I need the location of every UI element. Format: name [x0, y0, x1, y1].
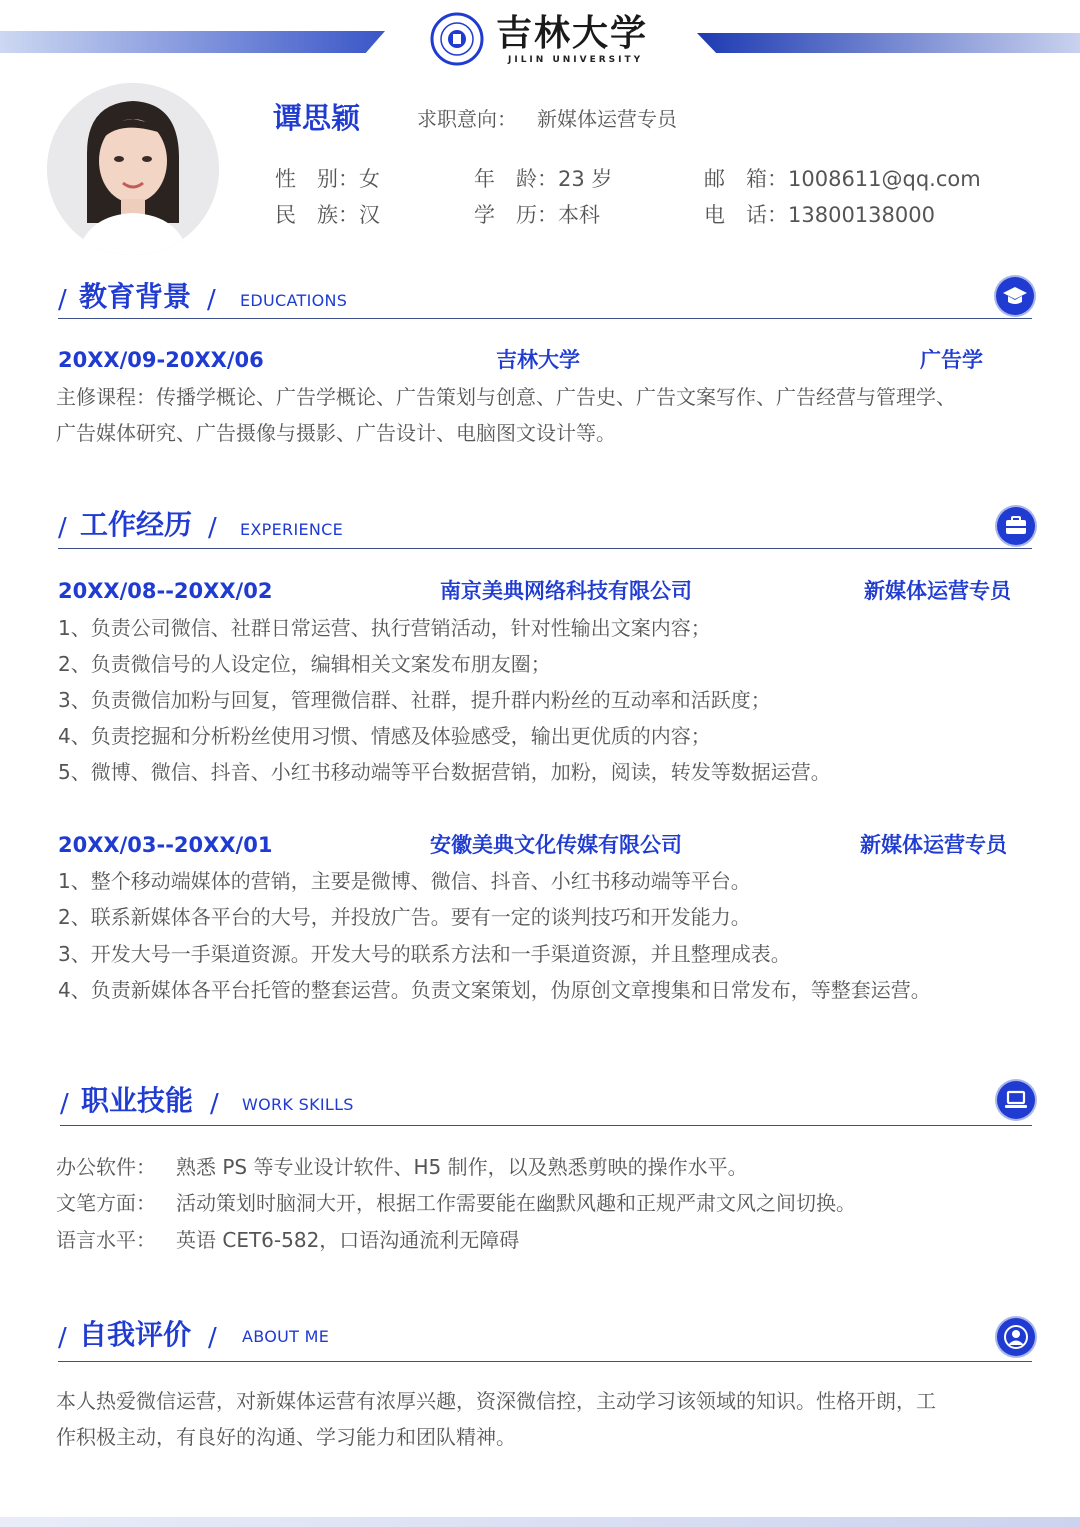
education-school: 吉林大学	[496, 348, 580, 372]
education-courses: 主修课程：传播学概论、广告学概论、广告策划与创意、广告史、广告文案写作、广告经营与管理学、	[56, 385, 956, 409]
job-2-company: 安徽美典文化传媒有限公司	[430, 833, 682, 857]
section-slash: /	[58, 513, 67, 543]
skills-section-title-en: WORK SKILLS	[242, 1095, 354, 1114]
job-intent-label: 求职意向：	[417, 107, 517, 131]
gender-field: 性 别：女	[275, 167, 380, 191]
section-slash: /	[58, 1323, 67, 1353]
header-band-left	[0, 31, 385, 53]
skill-label: 文笔方面：	[56, 1191, 156, 1215]
graduation-cap-icon	[996, 277, 1034, 315]
university-name-en: JILIN UNIVERSITY	[508, 55, 644, 65]
education-courses: 广告媒体研究、广告摄像与摄影、广告设计、电脑图文设计等。	[56, 421, 616, 445]
job-1-role: 新媒体运营专员	[864, 579, 1011, 603]
age-field: 年 龄：23 岁	[474, 167, 613, 191]
section-slash: /	[58, 285, 67, 315]
about-section-title: 自我评价	[79, 1318, 192, 1351]
phone-field: 电 话：13800138000	[704, 203, 935, 227]
section-divider	[58, 548, 1032, 549]
section-slash: /	[210, 1089, 219, 1119]
university-name: 吉林大学	[496, 12, 649, 54]
job-1-period: 20XX/08--20XX/02	[58, 579, 273, 603]
skill-label: 语言水平：	[56, 1228, 156, 1252]
user-icon	[997, 1318, 1035, 1356]
about-section-title-en: ABOUT ME	[242, 1327, 330, 1346]
university-seal-icon	[430, 12, 484, 66]
job-intent-value: 新媒体运营专员	[537, 107, 677, 131]
skill-value: 英语 CET6-582，口语沟通流利无障碍	[176, 1228, 520, 1252]
briefcase-icon	[997, 507, 1035, 545]
education-period: 20XX/09-20XX/06	[58, 348, 264, 372]
section-divider	[58, 1361, 1032, 1362]
education-major: 广告学	[920, 348, 983, 372]
section-slash: /	[208, 1323, 217, 1353]
job-2-duty: 3、开发大号一手渠道资源。开发大号的联系方法和一手渠道资源，并且整理成表。	[58, 942, 791, 966]
education-level-field: 学 历：本科	[474, 203, 600, 227]
avatar	[47, 83, 219, 255]
email-field: 邮 箱：1008611@qq.com	[704, 167, 981, 191]
job-2-duty: 2、联系新媒体各平台的大号，并投放广告。要有一定的谈判技巧和开发能力。	[58, 905, 751, 929]
skill-label: 办公软件：	[56, 1155, 156, 1179]
experience-section-title-en: EXPERIENCE	[240, 520, 344, 539]
section-divider	[60, 1125, 1032, 1126]
job-2-duty: 1、整个移动端媒体的营销，主要是微博、微信、抖音、小红书移动端等平台。	[58, 869, 751, 893]
self-evaluation: 本人热爱微信运营，对新媒体运营有浓厚兴趣，资深微信控，主动学习该领域的知识。性格开朗，工	[56, 1389, 936, 1413]
job-2-period: 20XX/03--20XX/01	[58, 833, 273, 857]
experience-section-title: 工作经历	[80, 508, 193, 541]
header-band-right	[697, 33, 1080, 53]
skills-section-title: 职业技能	[81, 1084, 194, 1117]
job-1-duty: 3、负责微信加粉与回复，管理微信群、社群，提升群内粉丝的互动率和活跃度；	[58, 688, 771, 712]
job-2-duty: 4、负责新媒体各平台托管的整套运营。负责文案策划，伪原创文章搜集和日常发布，等整套运营。	[58, 978, 931, 1002]
candidate-name: 谭思颖	[273, 101, 361, 135]
job-1-duty: 5、微博、微信、抖音、小红书移动端等平台数据营销，加粉，阅读，转发等数据运营。	[58, 760, 831, 784]
section-slash: /	[208, 513, 217, 543]
job-1-duty: 4、负责挖掘和分析粉丝使用习惯、情感及体验感受，输出更优质的内容；	[58, 724, 711, 748]
self-evaluation: 作积极主动，有良好的沟通、学习能力和团队精神。	[56, 1425, 516, 1449]
education-section-title-en: EDUCATIONS	[240, 291, 348, 310]
education-section-title: 教育背景	[79, 280, 192, 313]
section-divider	[58, 318, 1032, 319]
section-slash: /	[207, 285, 216, 315]
job-1-duty: 1、负责公司微信、社群日常运营、执行营销活动，针对性输出文案内容；	[58, 616, 711, 640]
footer-band	[0, 1517, 1080, 1527]
skill-value: 活动策划时脑洞大开，根据工作需要能在幽默风趣和正规严肃文风之间切换。	[176, 1191, 856, 1215]
job-2-role: 新媒体运营专员	[860, 833, 1007, 857]
laptop-icon	[997, 1081, 1035, 1119]
skill-value: 熟悉 PS 等专业设计软件、H5 制作，以及熟悉剪映的操作水平。	[176, 1155, 748, 1179]
job-1-company: 南京美典网络科技有限公司	[440, 579, 692, 603]
section-slash: /	[60, 1089, 69, 1119]
job-1-duty: 2、负责微信号的人设定位，编辑相关文案发布朋友圈；	[58, 652, 551, 676]
ethnicity-field: 民 族：汉	[275, 203, 380, 227]
